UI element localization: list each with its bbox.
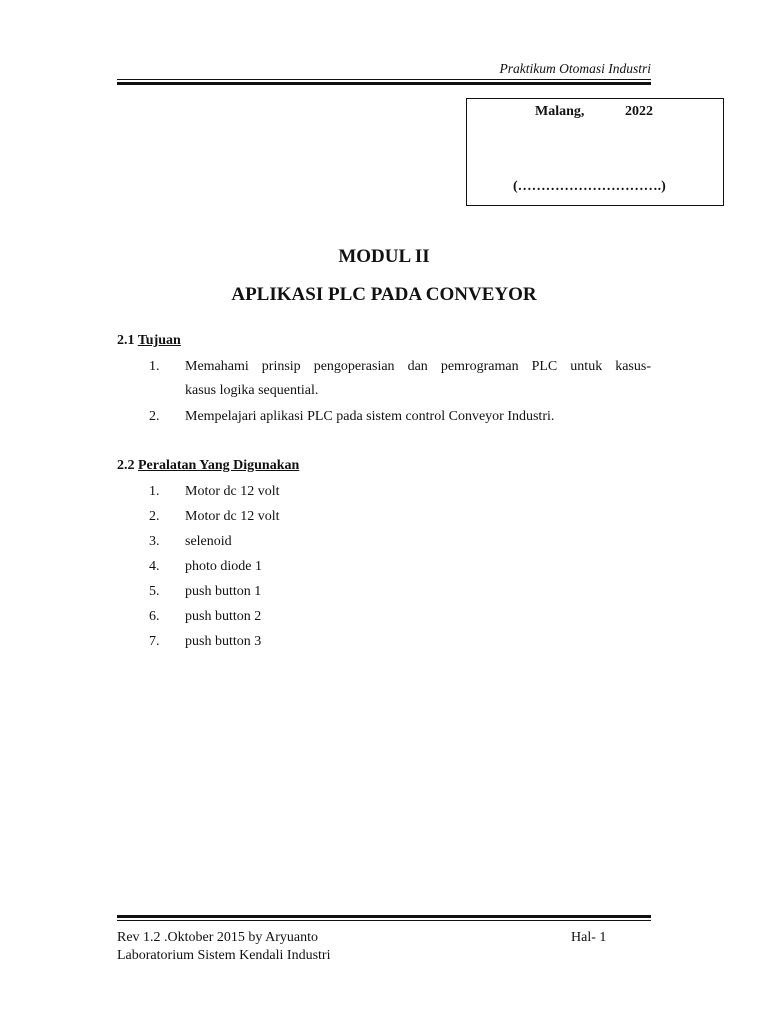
list-number: 7.	[149, 634, 160, 649]
signature-year: 2022	[625, 104, 653, 119]
list-item: push button 2	[185, 609, 262, 624]
footer-lab: Laboratorium Sistem Kendali Industri	[117, 948, 331, 963]
list-number: 2.	[149, 509, 160, 524]
list-item-line: Memahami prinsip pengoperasian dan pemrograman PLC untuk kasus-	[185, 359, 651, 374]
list-item-line: Mempelajari aplikasi PLC pada sistem control Conveyor Industri.	[185, 409, 555, 424]
list-item: Motor dc 12 volt	[185, 509, 280, 524]
section-title: Tujuan	[137, 333, 181, 348]
header-rule-thin	[117, 79, 651, 80]
list-number: 5.	[149, 584, 160, 599]
running-header: Praktikum Otomasi Industri	[499, 61, 651, 76]
list-number: 6.	[149, 609, 160, 624]
list-number: 4.	[149, 559, 160, 574]
module-number: MODUL II	[338, 246, 430, 267]
footer-rule-thick	[117, 915, 651, 918]
module-title: APLIKASI PLC PADA CONVEYOR	[231, 284, 537, 305]
section-title: Peralatan Yang Digunakan	[138, 458, 300, 473]
list-item-line: kasus logika sequential.	[185, 383, 319, 398]
signature-city: Malang,	[535, 104, 585, 119]
footer-rule-thin	[117, 920, 651, 921]
section-number: 2.2	[117, 458, 135, 473]
list-number: 3.	[149, 534, 160, 549]
list-item: push button 3	[185, 634, 262, 649]
list-item: Motor dc 12 volt	[185, 484, 280, 499]
signature-blank-line: (………………………….)	[513, 179, 666, 194]
list-number: 1.	[149, 484, 160, 499]
footer-revision: Rev 1.2 .Oktober 2015 by Aryuanto	[117, 930, 319, 945]
section-number: 2.1	[117, 333, 135, 348]
list-number: 2.	[149, 409, 160, 424]
list-item: push button 1	[185, 584, 262, 599]
section-heading-tujuan	[117, 333, 181, 349]
list-number: 1.	[149, 359, 160, 374]
section-heading-peralatan	[117, 458, 299, 474]
footer-page-number: Hal- 1	[571, 930, 607, 945]
list-item: selenoid	[185, 534, 232, 549]
list-item: photo diode 1	[185, 559, 262, 574]
header-rule-thick	[117, 82, 651, 85]
